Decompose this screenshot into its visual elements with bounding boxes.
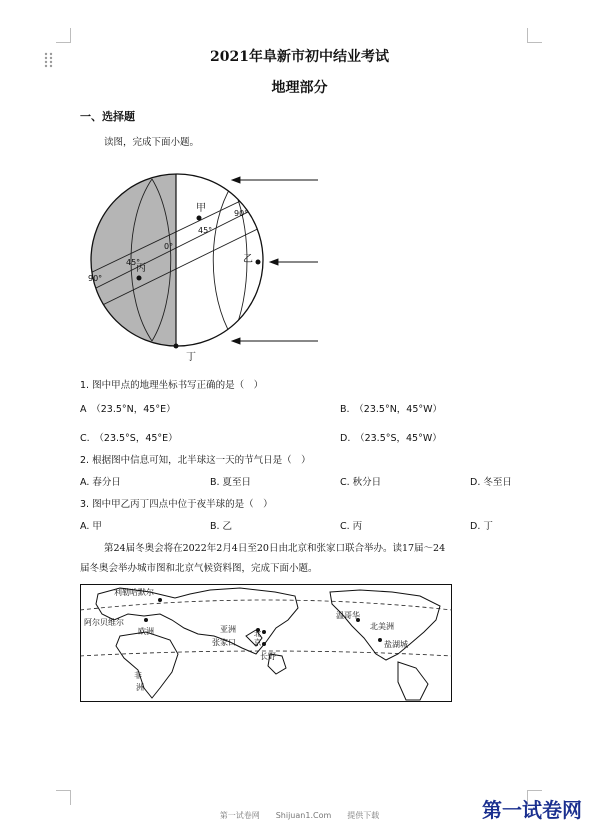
label-lat0: 0° bbox=[164, 242, 174, 251]
city-nagano-marker bbox=[262, 642, 266, 646]
corner-mark-top-left bbox=[56, 28, 71, 43]
q3-option-a[interactable]: A. 甲 bbox=[80, 521, 102, 532]
corner-mark-bottom-left bbox=[56, 790, 71, 805]
intro2-line1: 第24届冬奥会将在2022年2月4日至20日由北京和张家口联合举办。读17届～24 bbox=[104, 543, 446, 554]
label-nagano: 长野 bbox=[260, 652, 276, 661]
label-salt-lake-city: 盐湖城 bbox=[384, 640, 408, 649]
intro-text: 读图，完成下面小题。 bbox=[104, 137, 200, 148]
winter-olympics-map bbox=[80, 584, 452, 702]
label-beijing-1: 北 bbox=[254, 629, 262, 638]
city-salt-lake-marker bbox=[378, 638, 382, 642]
globe-diagram bbox=[82, 165, 332, 365]
corner-mark-top-right bbox=[527, 28, 542, 43]
q2-option-b[interactable]: B. 夏至日 bbox=[210, 477, 252, 488]
label-europe: 欧洲 bbox=[138, 627, 154, 636]
section-heading: 一、选择题 bbox=[80, 110, 135, 123]
page-title: 2021年阜新市初中结业考试 bbox=[210, 49, 389, 65]
label-yi: 乙 bbox=[243, 254, 253, 265]
label-bing: 丙 bbox=[136, 263, 146, 274]
q3-option-c[interactable]: C. 丙 bbox=[340, 521, 363, 532]
label-lat90-left: 90° bbox=[88, 274, 103, 283]
point-jia bbox=[197, 216, 202, 221]
q1-option-c[interactable]: C. （23.5°S，45°E） bbox=[80, 433, 178, 444]
footer-text: 第一试卷网 Shijuan1.Com 提供下载 bbox=[219, 811, 380, 820]
point-ding bbox=[174, 344, 179, 349]
label-ding: 丁 bbox=[186, 352, 196, 363]
question-2: 2. 根据图中信息可知，北半球这一天的节气日是（ ） bbox=[80, 455, 311, 466]
question-3: 3. 图中甲乙丙丁四点中位于夜半球的是（ ） bbox=[80, 499, 273, 510]
intro2-line2: 届冬奥会举办城市图和北京气候资料图，完成下面小题。 bbox=[80, 563, 318, 574]
point-yi bbox=[256, 260, 261, 265]
q1-option-a[interactable]: A （23.5°N，45°E） bbox=[80, 404, 176, 415]
question-1: 1. 图中甲点的地理坐标书写正确的是（ ） bbox=[80, 380, 264, 391]
label-lillehammer: 利勒哈默尔 bbox=[114, 588, 154, 597]
label-jia: 甲 bbox=[196, 203, 206, 214]
point-bing bbox=[137, 276, 142, 281]
label-lat90-right: 90° bbox=[234, 209, 249, 218]
label-lat45-right: 45° bbox=[198, 226, 213, 235]
q3-option-d[interactable]: D. 丁 bbox=[470, 521, 493, 532]
city-beijing-marker bbox=[262, 630, 266, 634]
label-africa-1: 非 bbox=[134, 671, 142, 680]
label-albertville: 阿尔贝维尔 bbox=[84, 618, 124, 627]
label-asia: 亚洲 bbox=[220, 625, 236, 634]
label-north-america: 北美洲 bbox=[370, 622, 394, 631]
q2-option-a[interactable]: A. 春分日 bbox=[80, 477, 121, 488]
q3-option-b[interactable]: B. 乙 bbox=[210, 521, 233, 532]
page-subtitle: 地理部分 bbox=[271, 80, 328, 96]
label-zhangjiakou: 张家口 bbox=[212, 638, 236, 647]
label-beijing-2: 京 bbox=[254, 638, 262, 647]
label-vancouver: 温哥华 bbox=[336, 611, 360, 620]
q2-option-d[interactable]: D. 冬至日 bbox=[470, 477, 512, 488]
q1-option-b[interactable]: B. （23.5°N，45°W） bbox=[340, 404, 443, 415]
q1-option-d[interactable]: D. （23.5°S，45°W） bbox=[340, 433, 442, 444]
label-lat45-left: 45° bbox=[126, 258, 141, 267]
label-africa-2: 洲 bbox=[136, 683, 144, 692]
q2-option-c[interactable]: C. 秋分日 bbox=[340, 477, 382, 488]
city-lillehammer-marker bbox=[158, 598, 162, 602]
city-albertville-marker bbox=[144, 618, 148, 622]
footer-watermark: 第一试卷网 bbox=[482, 798, 582, 822]
